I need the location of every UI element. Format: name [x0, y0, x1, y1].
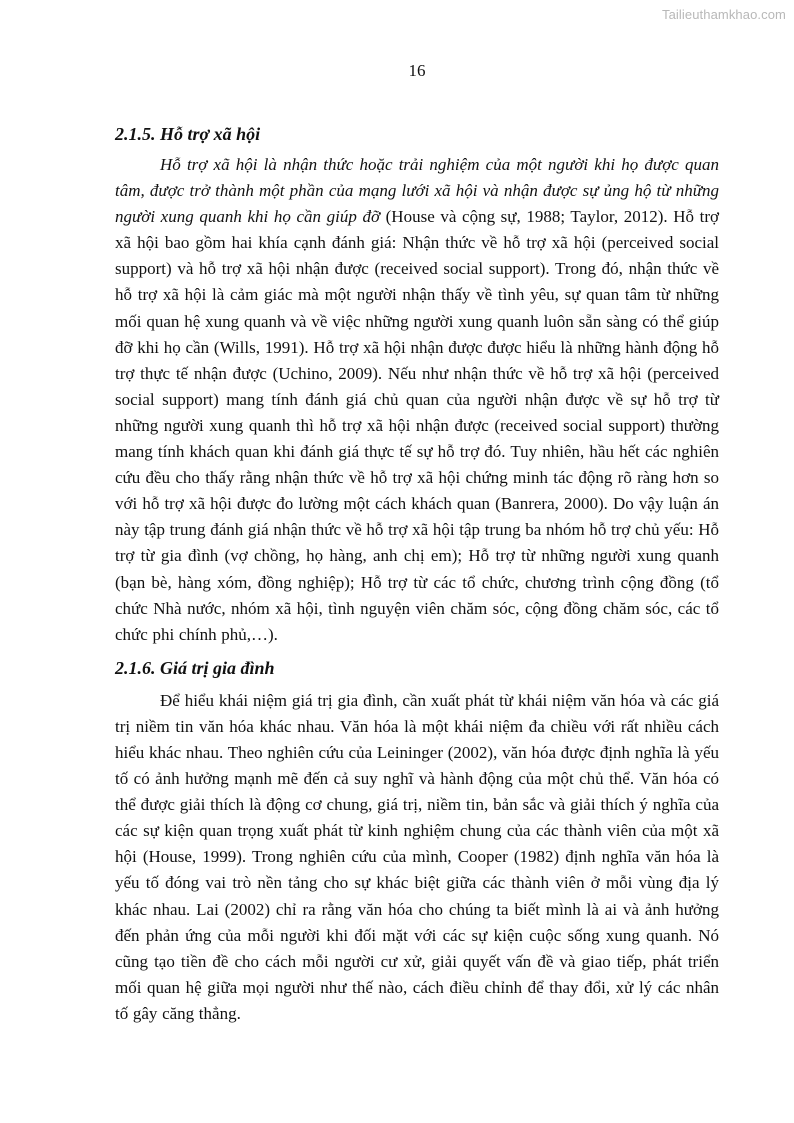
- section-heading-social-support: 2.1.5. Hỗ trợ xã hội: [115, 124, 261, 144]
- watermark: Tailieuthamkhao.com: [661, 7, 786, 22]
- page-number: 16: [408, 61, 426, 80]
- paragraph-social-support: [115, 152, 719, 648]
- document-body: [115, 118, 719, 1027]
- definition-italic-text: Hỗ trợ xã hội là nhận thức hoặc trải nghiệm của một người khi họ được quan tâm, được trở thành một phần của mạng lưới xã hội và nhận được sự ủng hộ từ những người xung quanh khi họ cần giúp đỡ: [115, 155, 719, 227]
- paragraph-family-values: Để hiểu khái niệm giá trị gia đình, cần xuất phát từ khái niệm văn hóa và các giá trị niềm tin văn hóa khác nhau. Văn hóa là một khái niệm đa chiều với rất nhiều cách hiểu khác nhau. Theo nghiên cứu của Leininger (2002), văn hóa được định nghĩa là yếu tố có ảnh hưởng mạnh mẽ đến cả suy nghĩ và hành động của một chủ thể. Văn hóa có thể được giải thích là động cơ chung, giá trị, niềm tin, bản sắc và giải thích ý nghĩa của các sự kiện quan trọng xuất phát từ kinh nghiệm chung của các thành viên của một xã hội (House, 1999). Trong nghiên cứu của mình, Cooper (1982) định nghĩa văn hóa là yếu tố đóng vai trò nền tảng cho sự khác biệt giữa các thành viên ở mỗi vùng địa lý khác nhau. Lai (2002) chỉ ra rằng văn hóa cho chúng ta biết mình là ai và ảnh hưởng đến phản ứng của mỗi người khi đối mặt với các sự kiện cuộc sống xung quanh. Nó cũng tạo tiền đề cho cách mỗi người cư xử, giải quyết vấn đề và giao tiếp, phát triển mối quan hệ giữa mọi người như thế nào, cách điều chỉnh để thay đổi, xử lý các nhân tố gây căng thẳng.: [115, 690, 719, 1023]
- paragraph-body-text: (House và cộng sự, 1988; Taylor, 2012). Hỗ trợ xã hội bao gồm hai khía cạnh đánh giá: Nhận thức về hỗ trợ xã hội (perceived social support) và hỗ trợ xã hội nhận được (received social support). Trong đó, nhận thức về hỗ trợ xã hội là cảm giác mà một người nhận thấy về tình yêu, sự quan tâm từ những mối quan hệ xung quanh và về việc những người xung quanh luôn sẵn sàng có thể giúp đỡ khi họ cần (Wills, 1991). Hỗ trợ xã hội nhận được được hiểu là những hành động hỗ trợ thực tế nhận được (Uchino, 2009). Nếu như nhận thức về hỗ trợ xã hội (perceived social support) mang tính đánh giá chủ quan của người nhận được về sự hỗ trợ từ những người xung quanh thì hỗ trợ xã hội nhận được (received social support) thường mang tính khách quan khi đánh giá thực tế sự hỗ trợ đó. Tuy nhiên, hầu hết các nghiên cứu đều cho thấy rằng nhận thức về hỗ trợ xã hội chứng minh tác động rõ ràng hơn so với hỗ trợ xã hội được đo lường một cách khách quan (Banrera, 2000). Do vậy luận án này tập trung đánh giá nhận thức về hỗ trợ xã hội tập trung ba nhóm hỗ trợ chủ yếu: Hỗ trợ từ gia đình (vợ chồng, họ hàng, anh chị em); Hỗ trợ từ những người xung quanh (bạn bè, hàng xóm, đồng nghiệp); Hỗ trợ từ các tổ chức, chương trình cộng đồng (tổ chức Nhà nước, nhóm xã hội, tình nguyện viên chăm sóc, cộng đồng chăm sóc, các tổ chức phi chính phủ,…).: [115, 207, 719, 644]
- section-heading-family-values: 2.1.6. Giá trị gia đình: [115, 657, 275, 678]
